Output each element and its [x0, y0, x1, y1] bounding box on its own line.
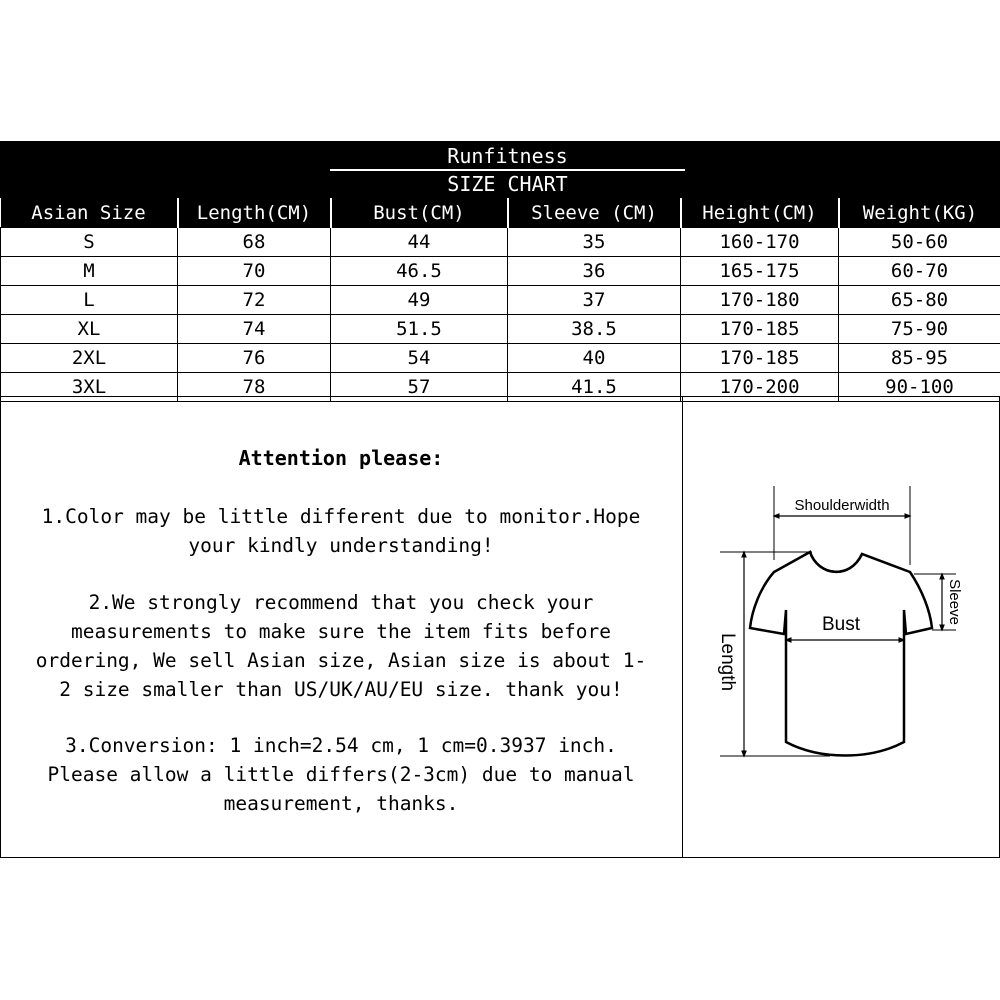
table-cell: 2XL: [1, 344, 178, 373]
tshirt-outline: [750, 552, 932, 756]
sleeve-label: Sleeve: [946, 579, 963, 625]
table-cell: 65-80: [839, 286, 1000, 315]
note-conversion: 3.Conversion: 1 inch=2.54 cm, 1 cm=0.3937 inch. Please allow a little differs(2-3cm) due to manual measurement, thanks.: [47, 734, 635, 815]
table-cell: 70: [178, 257, 331, 286]
shoulder-label: Shoulderwidth: [794, 497, 890, 514]
table-cell: 36: [508, 257, 681, 286]
table-cell: 72: [178, 286, 331, 315]
table-cell: 78: [178, 373, 331, 402]
size-table: [0, 198, 1000, 402]
table-cell: 54: [331, 344, 508, 373]
table-cell: 68: [178, 228, 331, 257]
column-header: Asian Size: [1, 198, 178, 228]
bust-label: Bust: [821, 614, 861, 635]
table-cell: 50-60: [839, 228, 1000, 257]
attention-heading: Attention please:: [238, 446, 444, 470]
table-cell: 38.5: [508, 315, 681, 344]
table-row: [1, 344, 1000, 373]
table-cell: 37: [508, 286, 681, 315]
table-cell: 44: [331, 228, 508, 257]
column-header: Length(CM): [178, 198, 331, 228]
table-cell: S: [1, 228, 178, 257]
note-color: 1.Color may be little different due to monitor.Hope your kindly understanding!: [41, 505, 641, 557]
table-cell: 170-200: [681, 373, 839, 402]
table-cell: 3XL: [1, 373, 178, 402]
column-header: Weight(KG): [839, 198, 1000, 228]
table-row: [1, 286, 1000, 315]
table-header-row: [1, 198, 1000, 228]
column-header: Height(CM): [681, 198, 839, 228]
column-header: Bust(CM): [331, 198, 508, 228]
table-cell: 41.5: [508, 373, 681, 402]
table-cell: 85-95: [839, 344, 1000, 373]
table-cell: 76: [178, 344, 331, 373]
length-label: Length: [717, 632, 738, 692]
table-cell: 170-185: [681, 315, 839, 344]
table-cell: 51.5: [331, 315, 508, 344]
table-cell: 165-175: [681, 257, 839, 286]
brand-name: Runfitness: [447, 144, 568, 168]
table-cell: 90-100: [839, 373, 1000, 402]
table-cell: 35: [508, 228, 681, 257]
table-row: [1, 315, 1000, 344]
table-cell: 57: [331, 373, 508, 402]
chart-title: SIZE CHART: [447, 172, 568, 196]
column-header: Sleeve (CM): [508, 198, 681, 228]
table-cell: 49: [331, 286, 508, 315]
table-cell: 75-90: [839, 315, 1000, 344]
table-cell: L: [1, 286, 178, 315]
table-cell: XL: [1, 315, 178, 344]
table-row: [1, 257, 1000, 286]
table-row: [1, 228, 1000, 257]
table-cell: M: [1, 257, 178, 286]
table-cell: 46.5: [331, 257, 508, 286]
table-cell: 74: [178, 315, 331, 344]
table-cell: 170-185: [681, 344, 839, 373]
table-cell: 170-180: [681, 286, 839, 315]
note-measurements: 2.We strongly recommend that you check your measurements to make sure the item fits before ordering, We sell Asian size, Asian size is about 1- 2 size smaller than US/UK/AU/EU size. thank you!: [35, 591, 647, 701]
tshirt-measurement-diagram: [700, 480, 990, 780]
table-cell: 40: [508, 344, 681, 373]
table-cell: 160-170: [681, 228, 839, 257]
table-cell: 60-70: [839, 257, 1000, 286]
